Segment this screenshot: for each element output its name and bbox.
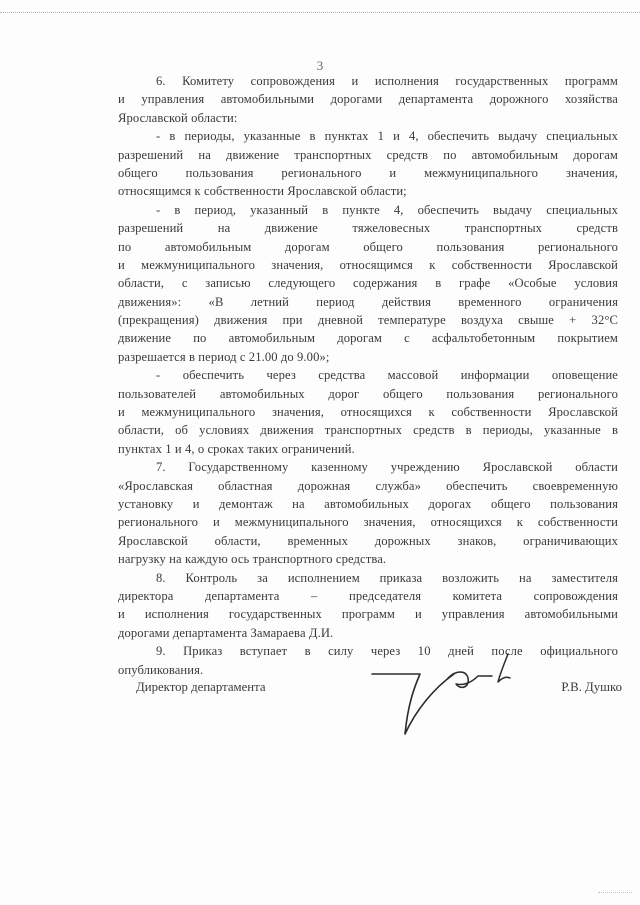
text-line: разрешений на движение тяжеловесных транспортных средств [118,221,618,236]
text-line: дорогами департамента Замараева Д.И. [118,625,334,640]
text-line: - в период, указанный в пункте 4, обеспечить выдачу специальных [156,202,618,217]
text-line: директора департамента – председателя комитета сопровождения [118,588,618,603]
paragraph-6-item-3 [118,366,618,458]
text-line: 9. Приказ вступает в силу через 10 дней после официального [156,644,618,659]
text-line: регионального и межмуниципального значения, относящихся к собственности [118,515,618,530]
text-line: опубликования. [118,662,204,677]
paragraph-8 [118,569,618,643]
text-line: «Ярославская областная дорожная служба» обеспечить своевременную [118,478,618,493]
text-line: (прекращения) движения при дневной температуре воздуха свыше + 32°С [118,313,618,328]
text-line: разрешений на движение транспортных средств по автомобильным дорогам [118,147,618,162]
paragraph-6-item-2 [118,201,618,367]
text-line: общего пользования регионального и межмуниципального значения, [118,165,618,180]
document-body [118,72,618,679]
text-line: пунктах 1 и 4, о сроках таких ограничений. [118,441,355,456]
text-line: Ярославской области, временных дорожных знаков, ограничивающих [118,533,618,548]
text-line: Ярославской области: [118,110,238,125]
text-line: по автомобильным дорогам общего пользования регионального [118,239,618,254]
text-line: и межмуниципального значения, относящимся к собственности Ярославской [118,257,618,272]
text-line: области, об условиях движения транспортных средств в периоды, указанные в [118,423,618,438]
text-line: - в периоды, указанные в пунктах 1 и 4, обеспечить выдачу специальных [156,129,618,144]
text-line: 6. Комитету сопровождения и исполнения государственных программ [156,74,618,88]
text-line: движение по автомобильным дорогам с асфальтобетонным покрытием [118,331,618,346]
text-line: установку и демонтаж на автомобильных дорогах общего пользования [118,496,618,511]
paragraph-6-item-1 [118,127,618,201]
paragraph-6 [118,72,618,127]
signatory-name: Р.В. Душко [561,680,622,694]
text-line: разрешается в период с 21.00 до 9.00»; [118,349,330,364]
text-line: 7. Государственному казенному учреждению Ярославской области [156,460,618,475]
text-line: 8. Контроль за исполнением приказа возложить на заместителя [156,570,618,585]
corner-dotted-mark [598,892,632,893]
text-line: и исполнения государственных программ и управления автомобильными [118,607,618,622]
signatory-title: Директор департамента [136,680,266,694]
text-line: нагрузку на каждую ось транспортного средства. [118,552,387,567]
text-line: пользователей автомобильных дорог общего пользования регионального [118,386,618,401]
text-line: области, с записью следующего содержания в графе «Особые условия [118,276,618,291]
signature-block [136,680,622,710]
page-number: 3 [316,58,324,73]
top-dotted-border [0,12,640,13]
text-line: движения»: «В летний период действия временного ограничения [118,294,618,309]
text-line: относящимся к собственности Ярославской области; [118,184,407,199]
text-line: и межмуниципального значения, относящихся к собственности Ярославской [118,405,618,420]
text-line: - обеспечить через средства массовой информации оповещение [156,368,618,383]
paragraph-7 [118,458,618,568]
text-line: и управления автомобильными дорогами департамента дорожного хозяйства [118,92,618,107]
